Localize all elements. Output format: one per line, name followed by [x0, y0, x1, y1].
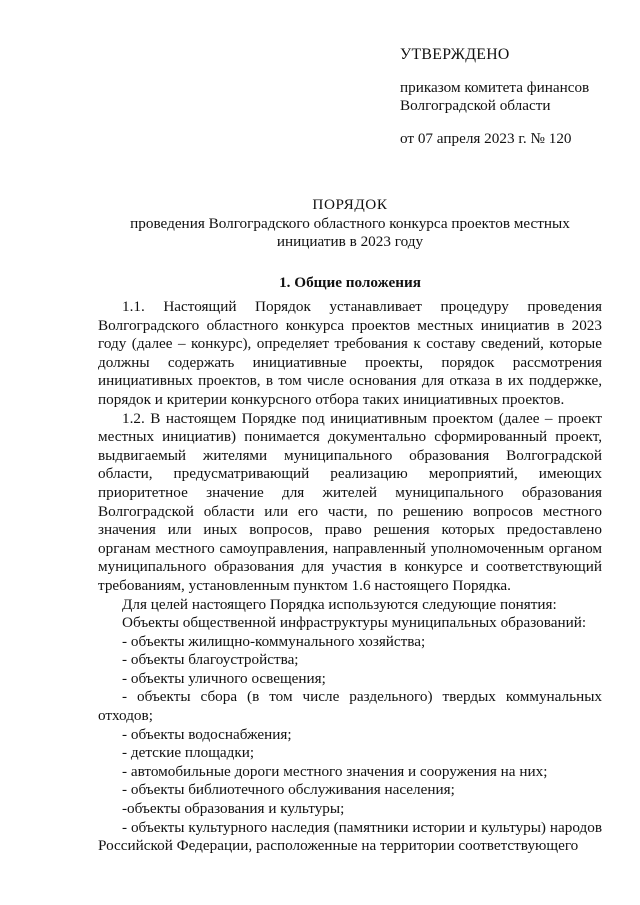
paragraph-objects: Объекты общественной инфраструктуры муниципальных образований:	[122, 614, 587, 632]
section-heading: 1. Общие положения	[279, 274, 421, 291]
list-item: - детские площадки;	[122, 744, 255, 762]
list-item: - объекты водоснабжения;	[122, 725, 292, 743]
approval-block	[400, 46, 630, 148]
list-item: - автомобильные дороги местного значения и сооружения на них;	[122, 762, 548, 780]
paragraph-1-2: 1.2. В настоящем Порядке под инициативным проектом (далее – проект местных инициатив) понимается документально сформированный проект, выдвигаемый жителями муниципального образования Волгоградской области, предусматривающий реализацию мероприятий, имеющих приоритетное значение для жителей муниципального образования Волгоградской области или его части, по решению вопросов местного значения или иных вопросов, право решения которых предоставлено органам местного самоуправления, направленный уполномоченным органом муниципального образования для участия в конкурсе и соответствующий требованиям, установленным пунктом 1.6 настоящего Порядка.	[98, 409, 602, 594]
list-item: - объекты библиотечного обслуживания населения;	[122, 781, 455, 799]
paragraph-concepts: Для целей настоящего Порядка используются следующие понятия:	[122, 595, 557, 613]
list-item: - объекты культурного наследия (памятники истории и культуры) народов Российской Федерации, расположенные на территории соответствующего	[98, 818, 602, 855]
list-item: -объекты образования и культуры;	[122, 800, 345, 818]
list-item: - объекты жилищно-коммунального хозяйства;	[122, 632, 426, 650]
approval-stamp-word: УТВЕРЖДЕНО	[400, 46, 510, 63]
list-item: - объекты благоустройства;	[122, 651, 299, 669]
approval-order-line-1: приказом комитета финансов	[400, 78, 590, 96]
list-item: - объекты сбора (в том числе раздельного) твердых коммунальных отходов;	[98, 688, 602, 725]
approval-order-line-2: Волгоградской области	[400, 97, 551, 115]
paragraph-1-1: 1.1. Настоящий Порядок устанавливает процедуру проведения Волгоградского областного конкурса проектов местных инициатив в 2023 году (далее – конкурс), определяет требования к составу сведений, которые должны содержать инициативные проекты, порядок рассмотрения инициативных проектов, в том числе основания для отказа в их поддержке, порядок и критерии конкурсного отбора таких инициативных проектов.	[98, 298, 602, 408]
title-subtitle-line-2: инициатив в 2023 году	[276, 233, 424, 251]
title-subtitle-line-1: проведения Волгоградского областного конкурса проектов местных	[130, 214, 570, 232]
document-body	[98, 298, 602, 856]
document-title	[100, 196, 600, 252]
title-main: ПОРЯДОК	[312, 196, 388, 213]
list-item: - объекты уличного освещения;	[122, 669, 326, 687]
approval-date-number: от 07 апреля 2023 г. № 120	[400, 129, 572, 147]
